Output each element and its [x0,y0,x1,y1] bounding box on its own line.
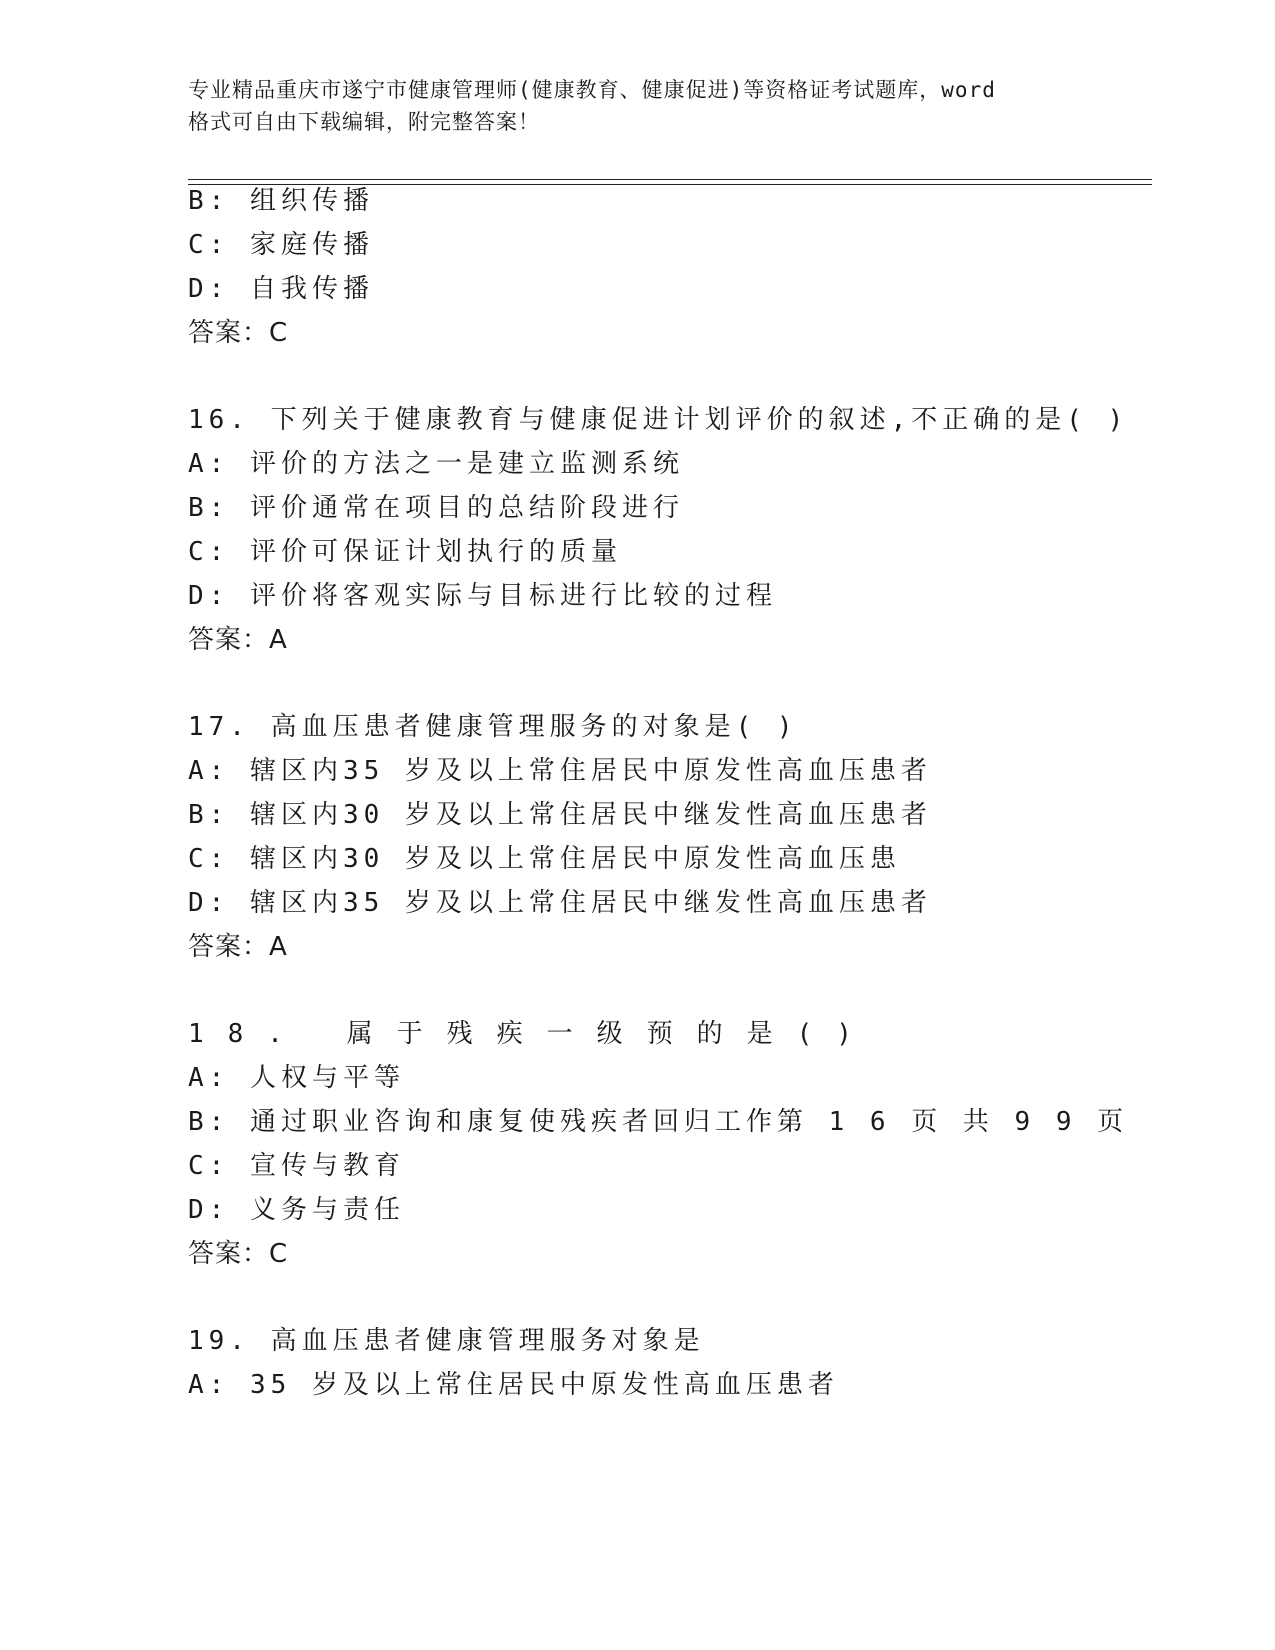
q17-option-d: D: 辖区内35 岁及以上常住居民中继发性高血压患者 [188,888,932,918]
document-header [188,74,1108,138]
q15-option-b: B: 组织传播 [188,186,374,216]
header-line-1: 专业精品重庆市遂宁市健康管理师(健康教育、健康促进)等资格证考试题库，word [188,78,996,102]
q18-option-a: A: 人权与平等 [188,1063,405,1093]
header-line-2: 格式可自由下载编辑，附完整答案！ [188,110,540,134]
q18-option-d: D: 义务与责任 [188,1195,405,1225]
q15-option-d: D: 自我传播 [188,274,374,304]
q18-answer: 答案：C [188,1239,289,1269]
q19-option-a: A: 35 岁及以上常住居民中原发性高血压患者 [188,1370,839,1400]
q18-option-c: C: 宣传与教育 [188,1151,405,1181]
q17-option-a: A: 辖区内35 岁及以上常住居民中原发性高血压患者 [188,756,932,786]
q16-answer: 答案：A [188,625,288,655]
q17-answer: 答案：A [188,932,288,962]
q16-option-c: C: 评价可保证计划执行的质量 [188,537,622,567]
q17-question: 17. 高血压患者健康管理服务的对象是( ) [188,712,798,742]
q19-question: 19. 高血压患者健康管理服务对象是 [188,1326,705,1356]
q16-option-b: B: 评价通常在项目的总结阶段进行 [188,493,684,523]
q17-option-b: B: 辖区内30 岁及以上常住居民中继发性高血压患者 [188,800,932,830]
q18-option-b: B: 通过职业咨询和康复使残疾者回归工作第 1 6 页 共 9 9 页 [188,1107,1129,1137]
q17-option-c: C: 辖区内30 岁及以上常住居民中原发性高血压患 [188,844,901,874]
q16-question: 16. 下列关于健康教育与健康促进计划评价的叙述,不正确的是( ) [188,405,1129,435]
header-divider-top [188,179,1152,180]
q18-question: 18. 属于残疾一级预的是() [188,1019,876,1049]
q15-answer: 答案：C [188,318,289,348]
q15-option-c: C: 家庭传播 [188,230,374,260]
q16-option-d: D: 评价将客观实际与目标进行比较的过程 [188,581,777,611]
q16-option-a: A: 评价的方法之一是建立监测系统 [188,449,684,479]
